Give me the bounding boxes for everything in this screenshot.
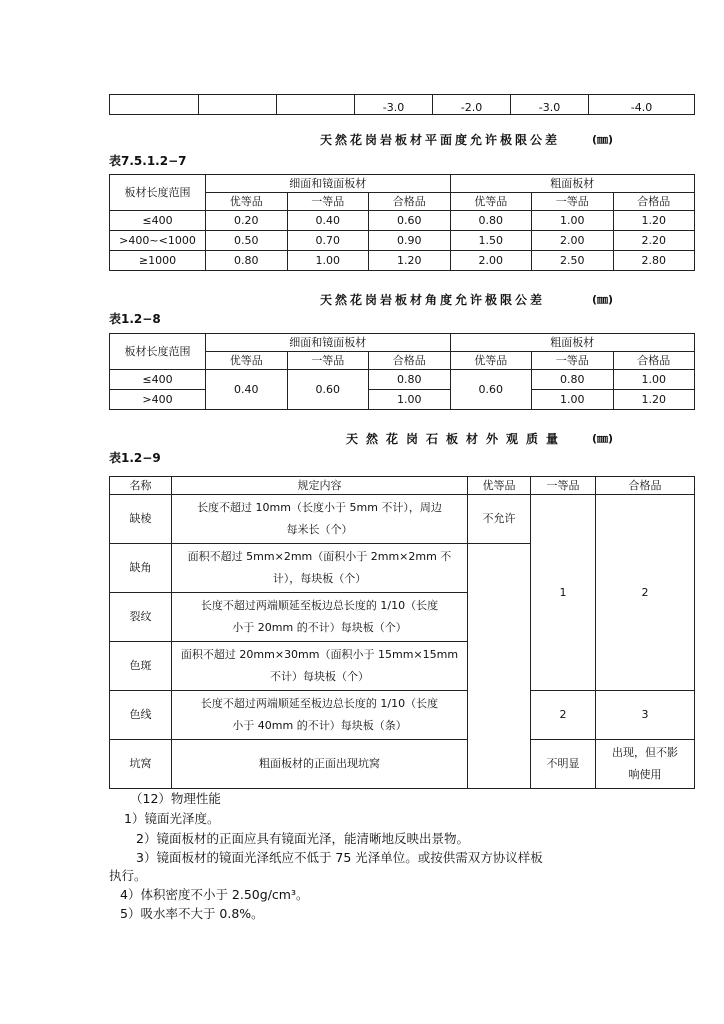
top-table — [109, 94, 695, 115]
paragraph: 3）镜面板材的镜面光泽纸应不低于 75 光泽单位。或按供需双方协议样板 — [136, 850, 543, 865]
grade-header: 合格品 — [613, 193, 695, 211]
rule-line: 长度不超过两端顺延至板边总长度的 1/10（长度 — [200, 697, 439, 710]
defect-name: 缺角 — [110, 544, 172, 593]
rule-line: 每米长（个） — [286, 523, 353, 536]
header-group2: 粗面板材 — [450, 175, 695, 193]
cell: 1.00 — [613, 370, 695, 390]
grade-header: 一等品 — [532, 352, 614, 370]
header-grade: 合格品 — [596, 477, 695, 495]
table-row — [110, 691, 695, 740]
cell: 1.20 — [369, 251, 451, 271]
grade-header: 优等品 — [450, 193, 532, 211]
cell: 0.80 — [532, 370, 614, 390]
header-grade: 优等品 — [468, 477, 531, 495]
cell: 0.60 — [369, 211, 451, 231]
cell: 0.80 — [206, 251, 288, 271]
cell: ≤400 — [110, 370, 206, 390]
grade2-line: 响使用 — [628, 768, 662, 781]
cell: 0.80 — [450, 211, 532, 231]
header-range: 板材长度范围 — [110, 175, 206, 211]
top-cell — [110, 95, 199, 115]
rule-line: 长度不超过两端顺延至板边总长度的 1/10（长度 — [200, 599, 439, 612]
grade-header: 优等品 — [450, 352, 532, 370]
top-cell: -3.0 — [511, 95, 589, 115]
cell: 0.70 — [287, 231, 369, 251]
table8-title: 天然花岗岩板材角度允许极限公差 — [320, 293, 546, 307]
cell: 0.50 — [206, 231, 288, 251]
grade1-value: 不明显 — [531, 740, 596, 789]
header-group1: 细面和镜面板材 — [206, 334, 451, 352]
rule-line: 长度不超过 10mm（长度小于 5mm 不计），周边 — [197, 501, 442, 514]
defect-rule — [172, 544, 468, 593]
table-row — [110, 231, 695, 251]
cell: 0.40 — [287, 211, 369, 231]
cell: 2.00 — [450, 251, 532, 271]
grade1-value: 1 — [531, 495, 596, 691]
paragraph: 4）体积密度不小于 2.50g/cm³。 — [120, 887, 309, 902]
cell: 0.60 — [450, 370, 532, 410]
table-row — [110, 370, 695, 390]
top-cell: -3.0 — [355, 95, 433, 115]
header-name: 名称 — [110, 477, 172, 495]
cell: 0.40 — [206, 370, 288, 410]
cell: 2.80 — [613, 251, 695, 271]
defect-name: 坑窝 — [110, 740, 172, 789]
grade-header: 优等品 — [206, 193, 288, 211]
header-group2: 粗面板材 — [450, 334, 695, 352]
rule-line: 不计）每块板（个） — [270, 670, 369, 683]
grade-header: 一等品 — [532, 193, 614, 211]
grade2-line: 出现，但不影 — [612, 746, 678, 759]
table8-label: 表1.2−8 — [109, 312, 161, 326]
defect-rule — [172, 691, 468, 740]
top-cell — [277, 95, 355, 115]
defect-name: 裂纹 — [110, 593, 172, 642]
top-cell: -2.0 — [433, 95, 511, 115]
table9-title: 天然花岗石板材外观质量 — [346, 432, 567, 446]
table-row — [110, 211, 695, 231]
grade2-value — [596, 740, 695, 789]
cell: 0.90 — [369, 231, 451, 251]
top-cell — [199, 95, 277, 115]
cell: 0.60 — [287, 370, 369, 410]
top-cell: -4.0 — [589, 95, 695, 115]
grade-header: 合格品 — [369, 352, 451, 370]
defect-rule: 粗面板材的正面出现坑窝 — [172, 740, 468, 789]
grade-header: 合格品 — [369, 193, 451, 211]
header-group1: 细面和镜面板材 — [206, 175, 451, 193]
header-grade: 一等品 — [531, 477, 596, 495]
grade-header: 优等品 — [206, 352, 288, 370]
cell: 2.00 — [532, 231, 614, 251]
grade2-value: 2 — [596, 495, 695, 691]
cell: 0.80 — [369, 370, 451, 390]
header-content: 规定内容 — [172, 477, 468, 495]
table8 — [109, 333, 695, 410]
defect-name: 缺棱 — [110, 495, 172, 544]
paragraph: 5）吸水率不大于 0.8%。 — [120, 906, 264, 921]
table-row — [110, 251, 695, 271]
cell: >400 — [110, 390, 206, 410]
defect-name: 色线 — [110, 691, 172, 740]
cell: ≥1000 — [110, 251, 206, 271]
grade-header: 一等品 — [287, 352, 369, 370]
table9-unit: (㎜) — [592, 432, 614, 445]
table9-label: 表1.2−9 — [109, 451, 161, 465]
not-allowed: 不允许 — [468, 495, 531, 544]
cell: ≤400 — [110, 211, 206, 231]
rule-line: 小于 20mm 的不计）每块板（个） — [232, 621, 407, 634]
cell: 1.00 — [287, 251, 369, 271]
rule-line: 面积不超过 20mm×30mm（面积小于 15mm×15mm — [180, 648, 459, 661]
cell: 1.00 — [532, 390, 614, 410]
grade-header: 一等品 — [287, 193, 369, 211]
header-range: 板材长度范围 — [110, 334, 206, 370]
defect-rule — [172, 495, 468, 544]
paragraph: 1）镜面光泽度。 — [124, 811, 220, 826]
grade-empty — [468, 544, 531, 789]
defect-rule — [172, 642, 468, 691]
table7-title: 天然花岗岩板材平面度允许极限公差 — [320, 133, 561, 147]
cell: 1.00 — [532, 211, 614, 231]
cell: >400~<1000 — [110, 231, 206, 251]
defect-name: 色斑 — [110, 642, 172, 691]
table8-unit: (㎜) — [592, 293, 614, 306]
rule-line: 面积不超过 5mm×2mm（面积小于 2mm×2mm 不 — [187, 550, 452, 563]
rule-line: 小于 40mm 的不计）每块板（条） — [232, 719, 407, 732]
table-row — [110, 740, 695, 789]
grade1-value: 2 — [531, 691, 596, 740]
table7-label: 表7.5.1.2−7 — [109, 154, 187, 168]
cell: 1.20 — [613, 211, 695, 231]
cell: 1.00 — [369, 390, 451, 410]
paragraph: 执行。 — [109, 868, 147, 883]
cell: 0.20 — [206, 211, 288, 231]
table9 — [109, 476, 695, 789]
cell: 2.20 — [613, 231, 695, 251]
cell: 1.20 — [613, 390, 695, 410]
table7 — [109, 174, 695, 271]
table7-unit: (㎜) — [592, 133, 614, 146]
paragraph: 2）镜面板材的正面应具有镜面光泽，能清晰地反映出景物。 — [136, 831, 469, 846]
grade-header: 合格品 — [613, 352, 695, 370]
cell: 2.50 — [532, 251, 614, 271]
grade2-value: 3 — [596, 691, 695, 740]
cell: 1.50 — [450, 231, 532, 251]
rule-line: 计），每块板（个） — [272, 572, 367, 585]
defect-rule — [172, 593, 468, 642]
section-heading: （12）物理性能 — [130, 791, 221, 806]
table-row — [110, 495, 695, 544]
table-row — [110, 390, 695, 410]
